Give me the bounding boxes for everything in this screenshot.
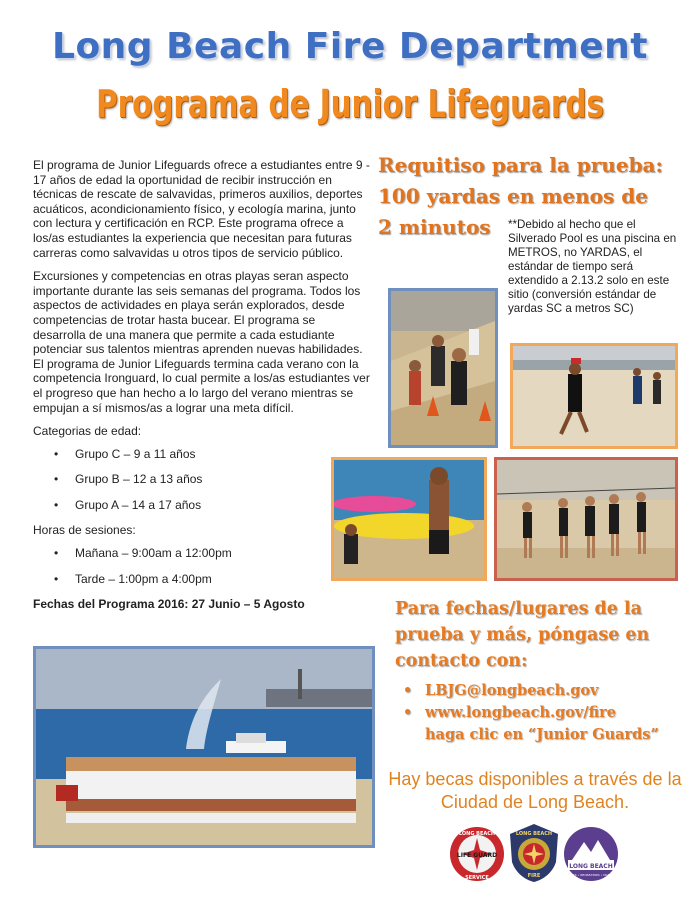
- ages-heading: Categorias de edad:: [33, 424, 142, 439]
- list-item: [395, 680, 685, 702]
- intro-paragraph-1: El programa de Junior Lifeguards ofrece a estudiantes entre 9 - 17 años de edad la oportunidad de recibir instrucción en técnicas de rescate de salvavidas, primeros auxilios, deportes acuáticos, acondicionamiento físico, y ecología marina, junto con lectura y certificación en RCP. Este programa ofrece a los/as estudiantes la experiencia que necesitan para futuras carreras como salvavidas u otros tipos de servicio público.: [33, 158, 370, 260]
- requirement-line-1: Requitiso para la prueba:: [378, 153, 663, 177]
- photo-girls-running-image: [497, 460, 675, 578]
- contact-list: [395, 680, 685, 746]
- requirement-line-3: 2 minutos: [378, 215, 491, 239]
- bullet-icon: •: [54, 571, 59, 586]
- photo-group-beach: [33, 646, 375, 848]
- list-item: • Grupo B – 12 a 13 años: [54, 472, 203, 487]
- photo-beach-run: [388, 288, 498, 448]
- contact-block: [395, 596, 685, 746]
- svg-text:LONG BEACH: LONG BEACH: [515, 831, 553, 837]
- bullet-icon: •: [403, 682, 413, 699]
- contact-web-note: haga clic en “Junior Guards”: [425, 726, 659, 743]
- bullet-icon: •: [54, 472, 59, 487]
- contact-web-link[interactable]: www.longbeach.gov/fire: [425, 704, 617, 721]
- page-subtitle: Programa de Junior Lifeguards: [96, 82, 604, 126]
- svg-text:PARKS • RECREATION • MARINE: PARKS • RECREATION • MARINE: [567, 873, 615, 877]
- list-item: [395, 702, 685, 746]
- intro-column: [33, 158, 370, 612]
- photo-group-beach-image: [36, 649, 372, 845]
- list-item: • Grupo A – 14 a 17 años: [54, 497, 202, 512]
- fire-dept-badge-icon: [508, 822, 560, 884]
- scholarship-text: Hay becas disponibles a través de la Ciudad de Long Beach.: [388, 769, 682, 812]
- photo-girls-running: [494, 457, 678, 581]
- photo-runner: [510, 343, 678, 449]
- contact-heading: Para fechas/lugares de la prueba y más, póngase en contacto con:: [395, 599, 650, 671]
- lifeguard-logo: [449, 826, 505, 882]
- intro-paragraph-2: Excursiones y competencias en otras playas seran aspecto importante durante las seis semanas del programa. Todos los aspectos de actividades en playa serán explorados, desde competencias de trotar hasta bucear. El programa se desarrolla de una manera que permite a cada estudiante potenciar sus talentos mientras aprenden nuevas habilidades. El programa de Junior Lifeguards termina cada verano con la competencia Ironguard, lo cual permite a los/as estudiantes ver el progreso que han hecho a lo largo del verano mientras se empujan a sí mismos/as a lograr una meta difícil.: [33, 269, 370, 415]
- photo-beach-run-image: [391, 291, 495, 445]
- bullet-icon: •: [54, 446, 59, 461]
- hours-heading: Horas de sesiones:: [33, 523, 136, 538]
- list-item: • Mañana – 9:00am a 12:00pm: [54, 546, 232, 561]
- hours-list: [33, 546, 370, 586]
- svg-text:SERVICE: SERVICE: [465, 875, 489, 881]
- svg-text:LONG BEACH: LONG BEACH: [458, 831, 496, 837]
- svg-text:FIRE: FIRE: [527, 873, 541, 879]
- bullet-icon: •: [54, 546, 59, 561]
- lifeguard-badge-icon: [449, 826, 505, 882]
- parks-badge-icon: [562, 826, 620, 882]
- page-title: Long Beach Fire Department: [52, 26, 648, 67]
- pool-note: **Debido al hecho que el Silverado Pool es una piscina en METROS, no YARDAS, el estándar de tiempo será extendido a 2.13.2 solo en este sitio (conversión estándar de yardas SC a metros SC): [508, 218, 677, 315]
- ages-list: [33, 447, 370, 513]
- photo-surfboards: [331, 457, 487, 581]
- photo-runner-image: [513, 346, 675, 446]
- list-item: • Tarde – 1:00pm a 4:00pm: [54, 571, 212, 586]
- fire-dept-logo: [508, 822, 560, 884]
- svg-text:LIFE GUARD: LIFE GUARD: [456, 852, 498, 859]
- bullet-icon: •: [403, 704, 413, 721]
- svg-text:LONG BEACH: LONG BEACH: [569, 863, 613, 870]
- requirement-line-2: 100 yardas en menos de: [378, 184, 648, 208]
- list-item: • Grupo C – 9 a 11 años: [54, 446, 196, 461]
- bullet-icon: •: [54, 497, 59, 512]
- parks-logo: [562, 826, 620, 882]
- contact-email-link[interactable]: LBJG@longbeach.gov: [425, 682, 599, 699]
- program-dates: Fechas del Programa 2016: 27 Junio – 5 Agosto: [33, 597, 305, 612]
- photo-surfboards-image: [334, 460, 484, 578]
